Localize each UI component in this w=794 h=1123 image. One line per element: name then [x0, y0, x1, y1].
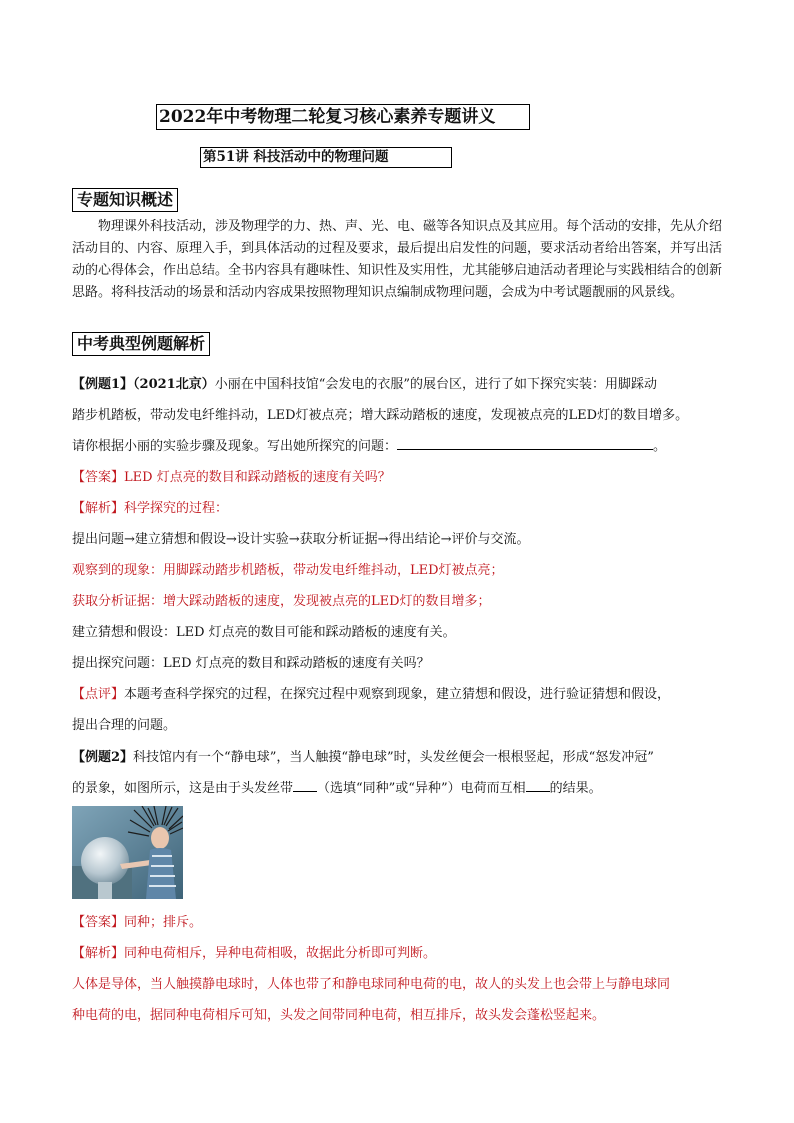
example2-text2b: （选填“同种”或“异种”）电荷而互相 — [317, 781, 526, 796]
answer-blank[interactable] — [397, 437, 653, 450]
example2-text1: 科技馆内有一个“静电球”，当人触摸“静电球”时，头发丝便会一根根竖起，形成“怒发冲冠” — [133, 750, 654, 765]
example1-source: （2021北京） — [133, 377, 215, 392]
overview-text: 物理课外科技活动，涉及物理学的力、热、声、光、电、磁等各知识点及其应用。每个活动的安排，先从介绍活动目的、内容、原理入手，到具体活动的过程及要求，最后提出启发性的问题，要求活动者给出答案，并写出活动的心得体会，作出总结。全书内容具有趣味性、知识性及实用性，尤其能够启迪活动者理论与实践相结合的创新思路。将科技活动的场景和活动内容成果按照物理知识点编制成物理问题，会成为中考试题靓丽的风景线。 — [72, 219, 723, 300]
example2-answer — [72, 911, 724, 930]
answer-tag: 【答案】 — [72, 470, 125, 485]
examples-heading: 中考典型例题解析 — [72, 332, 210, 356]
inquiry-steps: 提出问题→建立猜想和假设→设计实验→获取分析证据→得出结论→评价与交流。 — [72, 532, 530, 547]
analysis2-text: 同种电荷相斥，异种电荷相吸，故据此分析即可判断。 — [124, 946, 437, 961]
example2-analysis — [72, 942, 724, 961]
document-title: 2022年中考物理二轮复习核心素养专题讲义 — [156, 104, 530, 130]
example1-tag: 【例题1】 — [72, 377, 134, 392]
example1-line3 — [72, 435, 724, 454]
example2-line2 — [72, 777, 724, 796]
example1-line2: 踏步机踏板，带动发电纤维抖动，LED灯被点亮；增大踩动踏板的速度，发现被点亮的LED灯的数目增多。 — [72, 408, 689, 423]
example1-text3-end: 。 — [653, 439, 667, 454]
example1-line1 — [72, 373, 724, 392]
observation: 观察到的现象：用脚踩动踏步机踏板，带动发电纤维抖动，LED灯被点亮； — [72, 563, 504, 578]
analysis-tag: 【解析】 — [72, 501, 125, 516]
example2-tag: 【例题2】 — [72, 750, 134, 765]
example1-text1: 小丽在中国科技馆“会发电的衣服”的展台区，进行了如下探究实装：用脚踩动 — [214, 377, 658, 392]
example2-explain1: 人体是导体，当人触摸静电球时，人体也带了和静电球同种电荷的电，故人的头发上也会带上与静电球同 — [72, 977, 671, 992]
analysis2-tag: 【解析】 — [72, 946, 125, 961]
question: 提出探究问题：LED 灯点亮的数目和踩动踏板的速度有关吗？ — [72, 656, 430, 671]
example1-comment-cont: 提出合理的问题。 — [72, 718, 177, 733]
example2-text2a: 的景象，如图所示，这是由于头发丝带 — [72, 781, 294, 796]
example1-text3: 请你根据小丽的实验步骤及现象。写出她所探究的问题： — [72, 439, 398, 454]
example2-line1 — [72, 746, 724, 765]
example2-text2c: 的结果。 — [549, 781, 602, 796]
comment-text1: 本题考查科学探究的过程，在探究过程中观察到现象，建立猜想和假设，进行验证猜想和假设， — [124, 687, 671, 702]
blank-interaction[interactable] — [526, 779, 550, 792]
example1-answer — [72, 466, 724, 485]
answer-text: LED 灯点亮的数目和踩动踏板的速度有关吗？ — [124, 470, 391, 485]
answer2-tag: 【答案】 — [72, 915, 125, 930]
answer2-text: 同种；排斥。 — [124, 915, 203, 930]
example1-comment — [72, 683, 724, 702]
lecture-subtitle: 第51讲 科技活动中的物理问题 — [200, 147, 452, 168]
example1-analysis — [72, 497, 724, 516]
hypothesis: 建立猜想和假设：LED 灯点亮的数目可能和踩动踏板的速度有关。 — [72, 625, 456, 640]
example2-explain2: 种电荷的电，据同种电荷相斥可知，头发之间带同种电荷，相互排斥，故头发会蓬松竖起来。 — [72, 1008, 606, 1023]
comment-tag: 【点评】 — [72, 687, 125, 702]
evidence: 获取分析证据：增大踩动踏板的速度，发现被点亮的LED灯的数目增多； — [72, 594, 491, 609]
static-ball-photo — [72, 806, 183, 899]
blank-charge-type[interactable] — [293, 779, 317, 792]
analysis-text: 科学探究的过程： — [124, 501, 229, 516]
overview-heading: 专题知识概述 — [72, 188, 178, 212]
